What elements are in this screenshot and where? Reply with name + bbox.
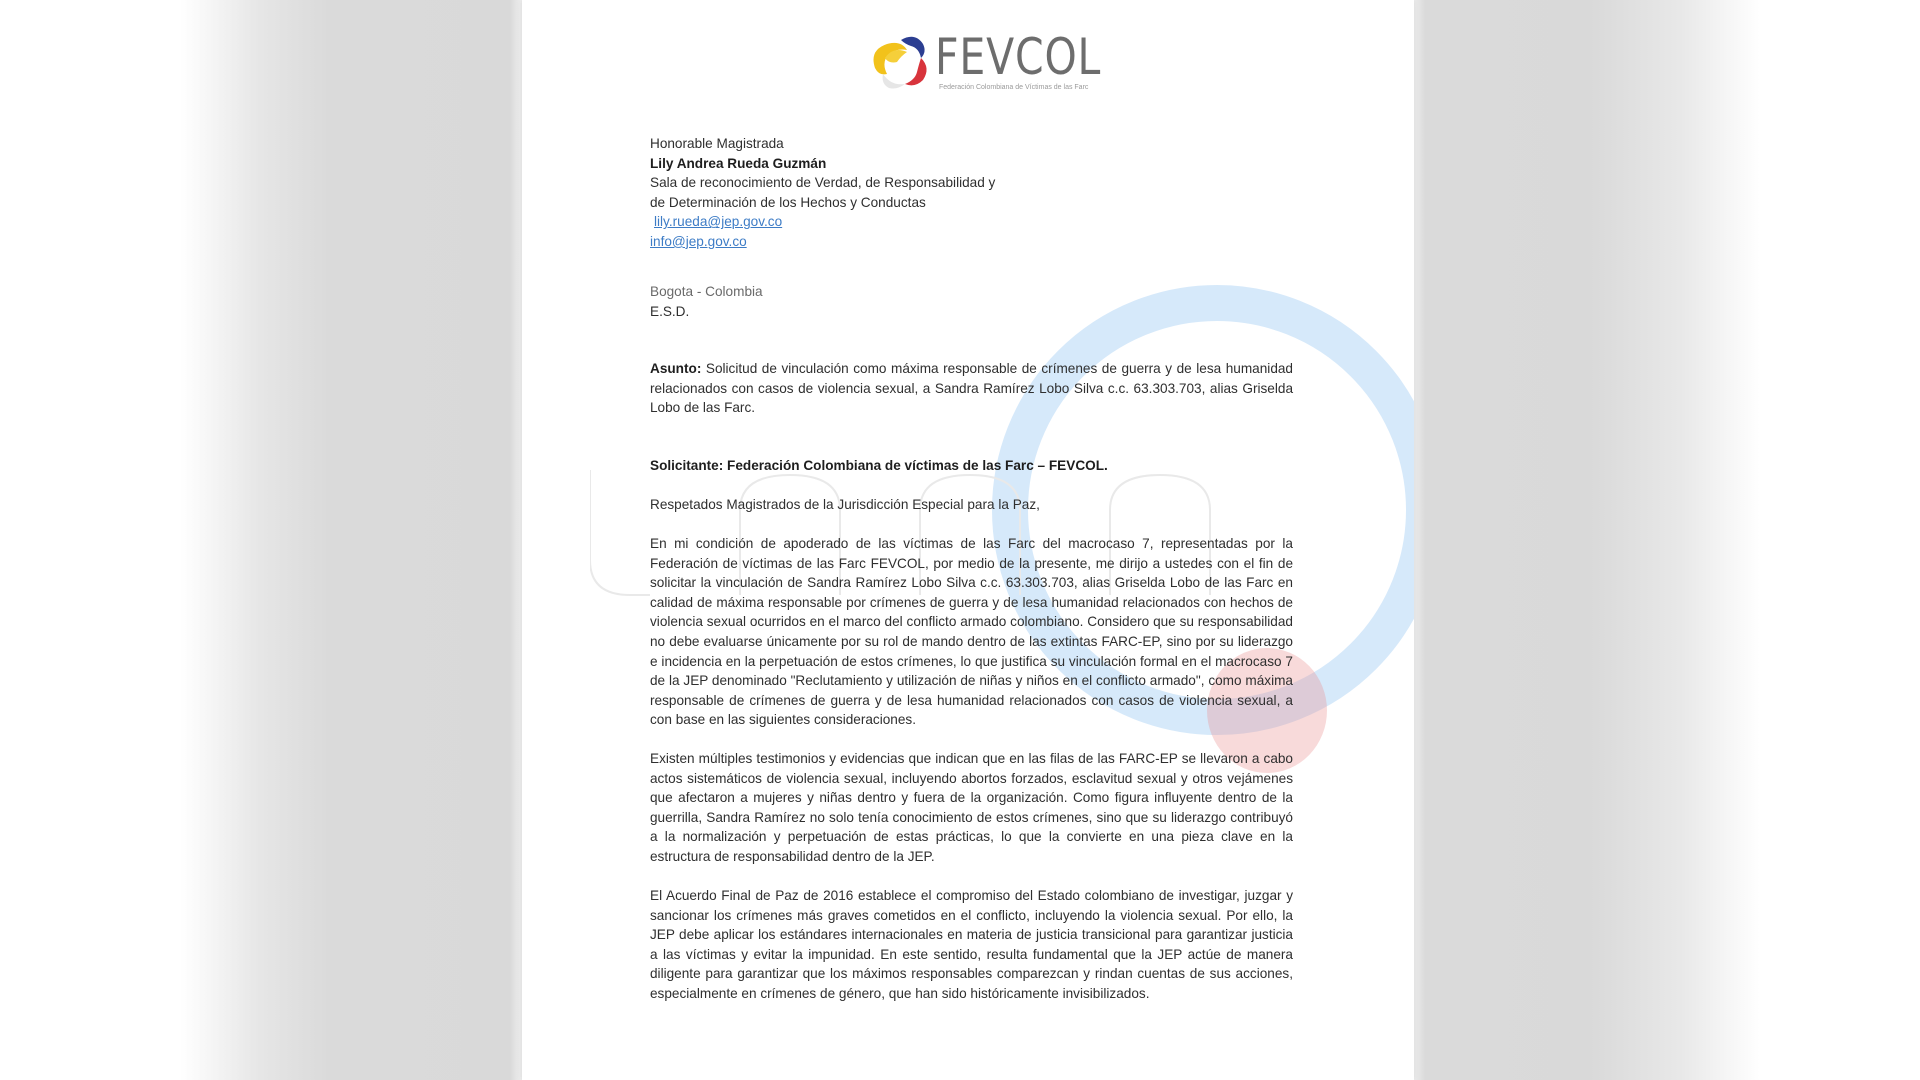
esd: E.S.D. <box>650 303 690 319</box>
addressee-name: Lily Andrea Rueda Guzmán <box>650 155 827 171</box>
paragraph-text: Existen múltiples testimonios y evidencias que indican que en las filas de las FARC-EP se llevaron a cabo actos sistemáticos de violencia sexual, incluyendo abortos forzados, esclavitud sexual y otros vejámenes que afectaron a mujeres y niñas dentro y fuera de la organización. Como figura influyente dentro de la guerrilla, Sandra Ramírez no solo tenía conocimiento de estos crímenes, sino que su liderazgo contribuyó a la normalización y perpetuación de estas prácticas, lo que la convierte en una pieza clave en la estructura de responsabilidad dentro de la JEP. <box>650 751 1293 864</box>
subject-block <box>650 359 1293 418</box>
location-block <box>650 282 1293 321</box>
city: Bogota - Colombia <box>650 284 763 299</box>
paragraph-3 <box>650 886 1293 1004</box>
fevcol-flower-icon <box>867 28 937 98</box>
salutation: Honorable Magistrada <box>650 136 784 151</box>
greeting: Respetados Magistrados de la Jurisdicción Especial para la Paz, <box>650 497 1040 512</box>
paragraph-1 <box>650 534 1293 730</box>
paragraph-text: El Acuerdo Final de Paz de 2016 establece el compromiso del Estado colombiano de investigar, juzgar y sancionar los crímenes más graves cometidos en el conflicto, incluyendo la violencia sexual. Por ello, la JEP debe aplicar los estándares internacionales en materia de justicia transicional para garantizar justicia a las víctimas y evitar la impunidad. En este sentido, resulta fundamental que la JEP actúe de manera diligente para garantizar que los máximos responsables comparezcan y rindan cuentas de sus acciones, especialmente en crímenes de género, que han sido históricamente invisibilizados. <box>650 888 1293 1001</box>
subject-label: Asunto: <box>650 361 702 376</box>
document-page <box>522 0 1414 1080</box>
email-link-lily[interactable]: lily.rueda@jep.gov.co <box>654 214 783 230</box>
logo-tagline: Federación Colombiana de Víctimas de las Farc <box>939 84 1089 91</box>
email-link-info[interactable]: info@jep.gov.co <box>650 233 747 249</box>
fevcol-logo <box>867 28 1102 98</box>
requester: Solicitante: Federación Colombiana de víctimas de las Farc – FEVCOL. <box>650 458 1108 473</box>
logo-wordmark: FEVCOL <box>935 28 1102 86</box>
greeting-block <box>650 495 1293 515</box>
paragraph-2 <box>650 749 1293 867</box>
addressee-block <box>650 134 1293 252</box>
requester-block <box>650 456 1293 476</box>
subject-text: Solicitud de vinculación como máxima responsable de crímenes de guerra y de lesa humanidad relacionados con casos de violencia sexual, a Sandra Ramírez Lobo Silva c.c. 63.303.703, alias Griselda Lobo de las Farc. <box>650 361 1293 416</box>
office-line-1: Sala de reconocimiento de Verdad, de Responsabilidad y <box>650 175 996 191</box>
paragraph-text: En mi condición de apoderado de las víctimas de las Farc del macrocaso 7, representadas por la Federación de víctimas de las Farc FEVCOL, por medio de la presente, me dirijo a ustedes con el fin de solicitar la vinculación de Sandra Ramírez Lobo Silva c.c. 63.303.703, alias Griselda Lobo de las Farc en calidad de máxima responsable por crímenes de guerra y de lesa humanidad relacionados con hechos de violencia sexual ocurridos en el marco del conflicto armado colombiano. Considero que su responsabilidad no debe evaluarse únicamente por su rol de mando dentro de las extintas FARC-EP, sino por su liderazgo e incidencia en la perpetuación de estos crímenes, lo que justifica su vinculación formal en el macrocaso 7 de la JEP denominado "Reclutamiento y utilización de niñas y niños en el conflicto armado", como máxima responsable de crímenes de guerra y de lesa humanidad relacionados con casos de violencia sexual, a con base en las siguientes consideraciones. <box>650 536 1293 728</box>
office-line-2: de Determinación de los Hechos y Conductas <box>650 194 926 210</box>
